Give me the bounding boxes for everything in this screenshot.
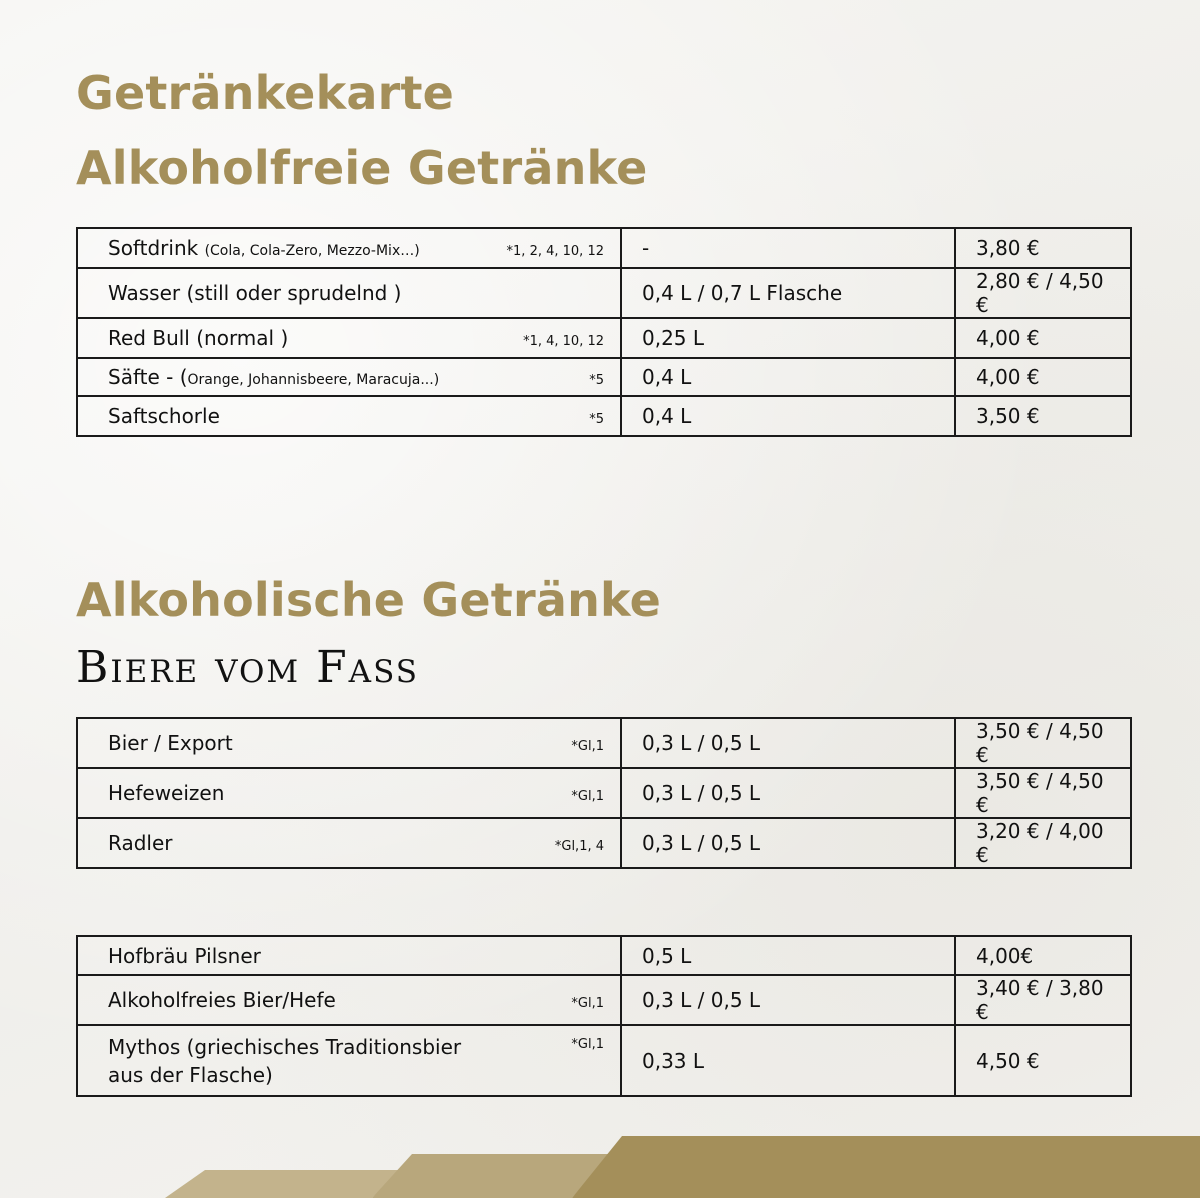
item-name: Radler (108, 831, 173, 855)
section-title-alcoholic: Alkoholische Getränke (76, 573, 661, 627)
table-row (77, 396, 1131, 436)
item-name-cell (77, 936, 621, 975)
item-price: 3,50 € / 4,50 € (955, 718, 1131, 768)
item-name-cell (77, 818, 621, 868)
item-size: 0,4 L (621, 358, 955, 396)
allergen-note: *Gl,1 (571, 996, 604, 1011)
allergen-note: *1, 2, 4, 10, 12 (506, 244, 604, 259)
item-size: 0,25 L (621, 318, 955, 358)
footer-stripe-medium (372, 1154, 610, 1198)
allergen-note: *1, 4, 10, 12 (523, 334, 604, 349)
table-row (77, 268, 1131, 318)
item-name: Alkoholfreies Bier/Hefe (108, 988, 336, 1012)
table-row (77, 358, 1131, 396)
item-name: Hefeweizen (108, 781, 225, 805)
item-name-cell (77, 1025, 621, 1096)
section-subtitle-draft-beer: Biere vom Fass (76, 642, 419, 693)
item-name-cell (77, 228, 621, 268)
item-size: 0,5 L (621, 936, 955, 975)
table-row (77, 718, 1131, 768)
allergen-note: *Gl,1, 4 (554, 839, 604, 854)
item-note: Orange, Johannisbeere, Maracuja...) (187, 372, 440, 388)
item-size: 0,3 L / 0,5 L (621, 818, 955, 868)
allergen-note: *5 (589, 412, 604, 427)
item-name: Säfte - ( (108, 365, 188, 389)
item-name: Hofbräu Pilsner (108, 943, 261, 968)
item-name-cell (77, 975, 621, 1025)
item-size: 0,4 L / 0,7 L Flasche (621, 268, 955, 318)
item-note: (Cola, Cola-Zero, Mezzo-Mix…) (204, 243, 420, 259)
table-row (77, 936, 1131, 975)
item-size: 0,4 L (621, 396, 955, 436)
table-row (77, 318, 1131, 358)
item-name-cell (77, 268, 621, 318)
item-name: Wasser (still oder sprudelnd ) (108, 281, 402, 305)
draft-beer-table (76, 717, 1132, 869)
item-size: 0,3 L / 0,5 L (621, 768, 955, 818)
item-name-cell (77, 718, 621, 768)
allergen-note: *Gl,1 (571, 789, 604, 804)
section-title-non-alcoholic: Alkoholfreie Getränke (76, 141, 648, 195)
table-row (77, 228, 1131, 268)
decorative-footer-band (0, 1136, 1200, 1198)
footer-stripe-dark (572, 1136, 1200, 1198)
item-name: Red Bull (normal ) (108, 326, 289, 350)
item-price: 3,40 € / 3,80 € (955, 975, 1131, 1025)
item-price: 4,00€ (955, 936, 1131, 975)
footer-stripe-light (165, 1170, 400, 1198)
item-name: Bier / Export (108, 731, 233, 755)
item-size: 0,3 L / 0,5 L (621, 975, 955, 1025)
non-alcoholic-table (76, 227, 1132, 437)
table-row (77, 768, 1131, 818)
item-price: 2,80 € / 4,50 € (955, 268, 1131, 318)
item-price: 3,50 € (955, 396, 1131, 436)
allergen-note: *Gl,1 (571, 739, 604, 754)
item-name: Mythos (griechisches Traditionsbier aus der Flasche) (108, 1034, 462, 1087)
bottled-beer-table (76, 935, 1132, 1097)
item-price: 3,80 € (955, 228, 1131, 268)
item-price: 3,50 € / 4,50 € (955, 768, 1131, 818)
item-name-cell (77, 318, 621, 358)
item-price: 4,00 € (955, 358, 1131, 396)
item-size: 0,3 L / 0,5 L (621, 718, 955, 768)
item-name: Softdrink (108, 236, 199, 260)
item-size: 0,33 L (621, 1025, 955, 1096)
item-size: - (621, 228, 955, 268)
item-price: 4,50 € (955, 1025, 1131, 1096)
item-price: 4,00 € (955, 318, 1131, 358)
table-row (77, 1025, 1131, 1096)
item-price: 3,20 € / 4,00 € (955, 818, 1131, 868)
page-title: Getränkekarte (76, 66, 455, 120)
table-row (77, 818, 1131, 868)
table-row (77, 975, 1131, 1025)
allergen-note: *5 (589, 373, 604, 388)
item-name: Saftschorle (108, 404, 220, 428)
allergen-note: *Gl,1 (571, 1036, 604, 1052)
item-name-cell (77, 396, 621, 436)
item-name-cell (77, 358, 621, 396)
item-name-cell (77, 768, 621, 818)
